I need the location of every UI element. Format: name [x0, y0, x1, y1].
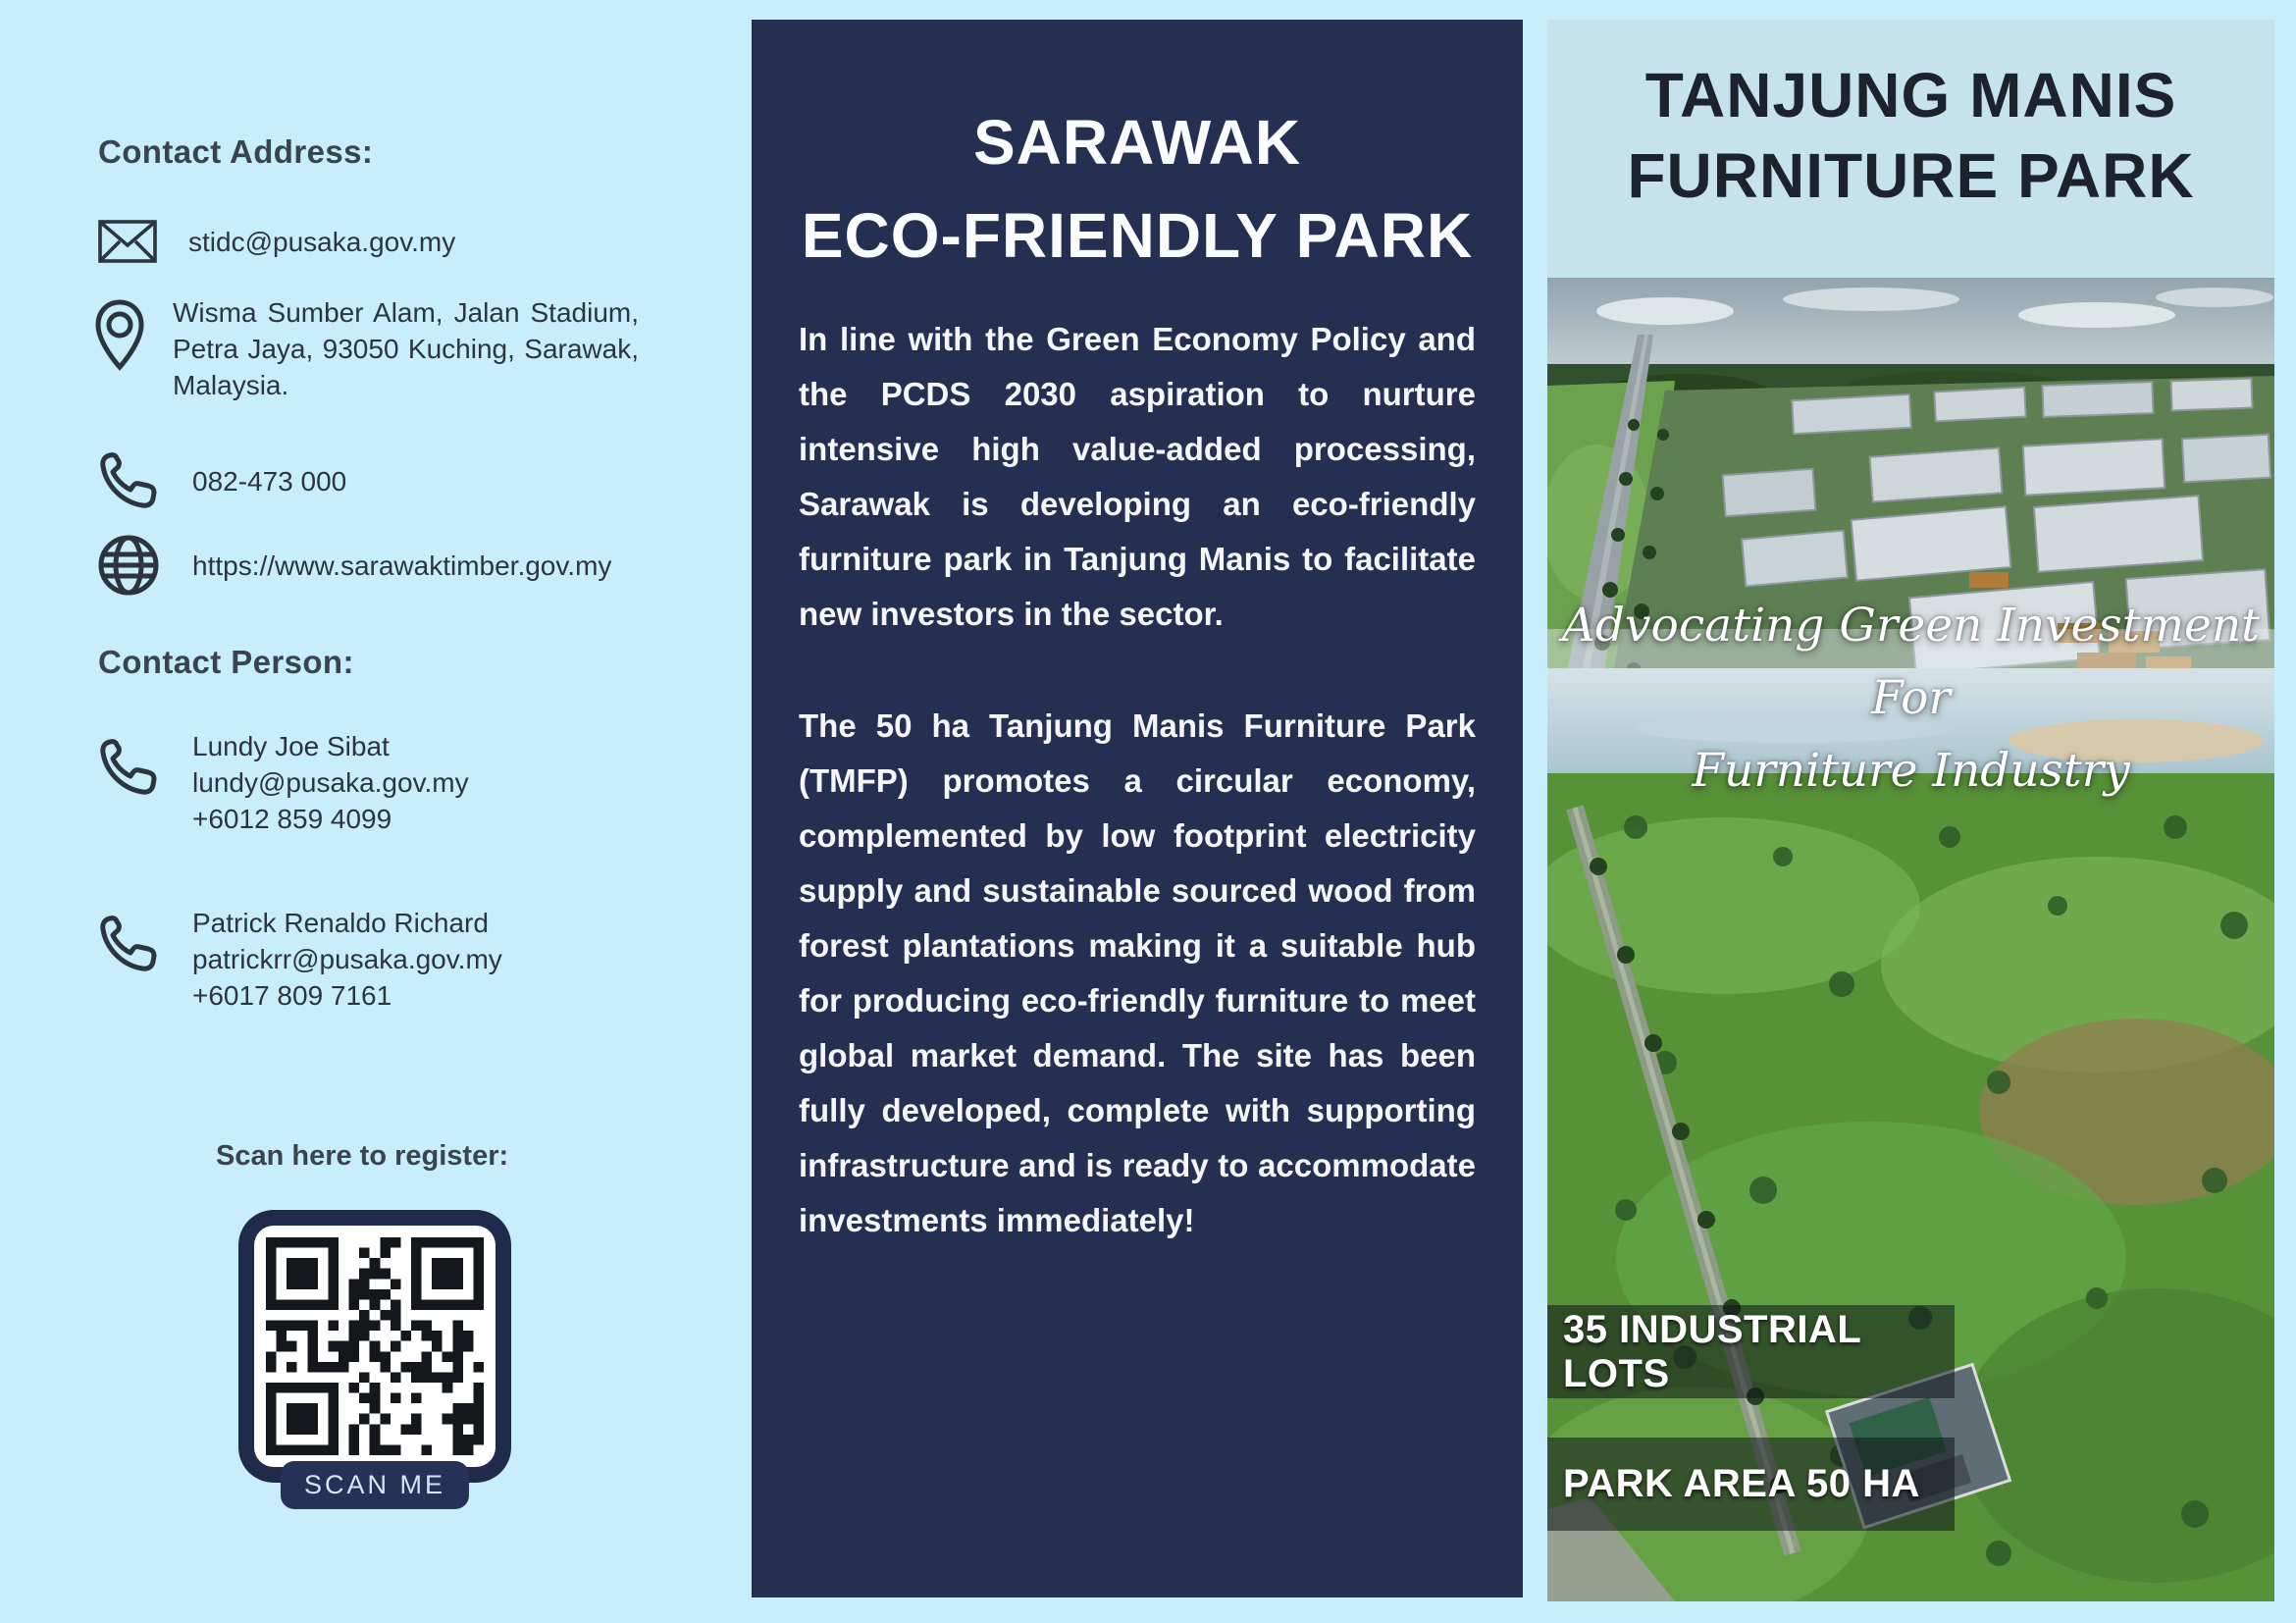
eco-park-panel [752, 20, 1523, 1597]
aerial-photo [1547, 278, 2274, 1601]
address-row [94, 294, 639, 403]
contact-phone: 082-473 000 [192, 465, 347, 497]
website-row [96, 530, 611, 601]
person-email: lundy@pusaka.gov.my [192, 767, 469, 798]
location-icon [94, 298, 145, 394]
qr-code [238, 1210, 511, 1499]
scan-register-heading: Scan here to register: [216, 1140, 509, 1172]
email-icon [98, 220, 157, 263]
phone-icon [96, 913, 159, 975]
brochure-title-line2: FURNITURE PARK [1627, 140, 2195, 211]
contact-address: Wisma Sumber Alam, Jalan Stadium, Petra Jaya, 93050 Kuching, Sarawak, Malaysia. [173, 297, 639, 400]
phone-row [96, 446, 346, 515]
intro-paragraph: In line with the Green Economy Policy and the PCDS 2030 aspiration to nurture intensive high value-added processing, Sarawak is developing an eco-friendly furniture park in Tanjung Manis to facilitate new investors in the sector. [799, 321, 1476, 632]
eco-park-title [752, 20, 1523, 283]
contact-website: https://www.sarawaktimber.gov.my [192, 550, 612, 581]
eco-park-title-line1: SARAWAK [972, 107, 1302, 178]
person-phone: +6012 859 4099 [192, 804, 392, 834]
email-row [98, 214, 455, 269]
person-email: patrickrr@pusaka.gov.my [192, 944, 502, 974]
contact-person-heading: Contact Person: [98, 644, 354, 680]
person-phone: +6017 809 7161 [192, 980, 392, 1011]
scan-me-badge: SCAN ME [281, 1461, 469, 1509]
qr-code-modules [254, 1226, 496, 1467]
brochure-title [1547, 20, 2274, 216]
person-name: Lundy Joe Sibat [192, 731, 390, 761]
phone-icon [96, 736, 159, 799]
stat-industrial-lots: 35 INDUSTRIAL LOTS [1547, 1305, 1955, 1398]
photo-illustration [1547, 278, 2274, 1601]
contact-panel [0, 0, 752, 1623]
person-details [192, 728, 469, 837]
eco-park-title-line2: ECO-FRIENDLY PARK [801, 200, 1474, 271]
contact-person-2 [96, 905, 502, 1014]
brochure-title-line1: TANJUNG MANIS [1644, 60, 2177, 131]
photo-caption-line2: Furniture Industry [1692, 744, 2130, 798]
photo-caption-line1: Advocating Green Investment For [1561, 599, 2261, 725]
photo-caption [1547, 590, 2274, 808]
details-paragraph: The 50 ha Tanjung Manis Furniture Park (TMFP) promotes a circular economy, complemented by low footprint electricity supply and sustainable sourced wood from forest plantations making it a suitable hub for producing eco-friendly furniture to meet global market demand. The site has been fully developed, complete with supporting infrastructure and is ready to accommodate investments immediately! [799, 707, 1476, 1238]
person-details [192, 905, 502, 1014]
contact-person-1 [96, 728, 469, 837]
person-name: Patrick Renaldo Richard [192, 908, 489, 938]
globe-icon [96, 533, 161, 598]
phone-icon [96, 449, 159, 512]
contact-email: stidc@pusaka.gov.my [188, 226, 456, 257]
stat-park-area: PARK AREA 50 HA [1547, 1438, 1955, 1531]
title-panel [1547, 20, 2274, 1601]
contact-address-heading: Contact Address: [98, 133, 374, 170]
